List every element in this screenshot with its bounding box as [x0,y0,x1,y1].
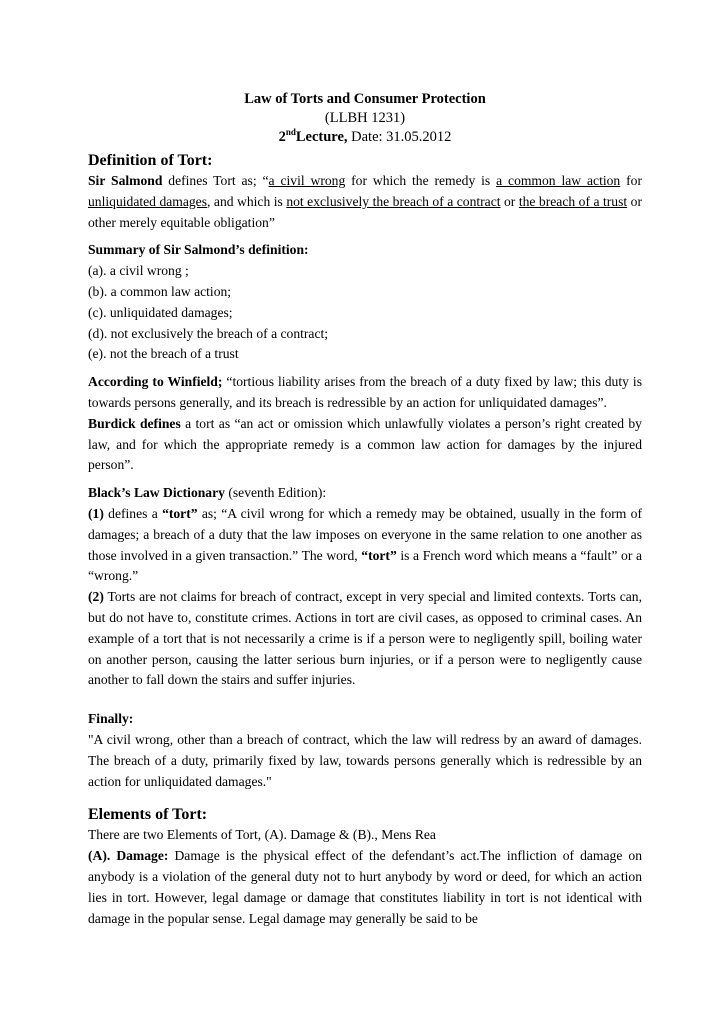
damage-paragraph [88,846,642,929]
salmond-text-6: or other merely equitable obligation” [88,193,642,230]
salmond-text-1: defines Tort as; “ [162,173,269,188]
lecture-number: 2 [278,129,286,145]
blacks-name: Black’s Law Dictionary [88,485,225,501]
salmond-text-5: or [500,193,519,209]
summary-list [88,261,642,365]
finally-heading-text: Finally: [88,711,134,727]
salmond-underline-5: the breach of a trust [518,193,628,209]
blacks-p2-number: (2) [88,589,104,605]
list-item: (e). not the breach of a trust [88,346,239,362]
salmond-underline-3: unliquidated damages [88,193,208,209]
list-item: (d). not exclusively the breach of a contract; [88,325,329,341]
winfield-name: According to Winfield; [88,374,223,390]
lecture-word: Lecture, [295,129,348,145]
spacer [88,365,642,372]
list-item: (a). a civil wrong ; [88,263,189,279]
document-body [88,90,642,929]
blacks-p1-number: (1) [88,505,104,521]
course-code: (LLBH 1231) [324,110,406,126]
burdick-text: a tort as “an act or omission which unlawfully violates a person’s right created by law, and for which the appropriate remedy is a common law action for damages by the injured person”. [88,415,642,473]
blacks-heading [88,483,642,504]
document-title: Law of Torts and Consumer Protection [244,91,486,107]
blacks-p1-text-a: defines a [103,505,163,521]
blacks-p1-tort-2: “tort” [361,547,397,563]
blacks-p2-text: Torts are not claims for breach of contract, except in very special and limited contexts. Torts can, but do not have to, constitute crimes. Actions in tort are civil cases, as opposed to criminal cases. An example of a tort that is not necessarily a crime is if a person were to negligently spill, boiling water on another person, causing the latter serious burn injuries, or if a person were to negligently cause another to fall down the stairs and suffer injuries. [88,589,642,688]
winfield-text: “tortious liability arises from the breach of a duty fixed by law; this duty is towards persons generally, and its breach is redressible by an action for unliquidated damages”. [88,374,642,410]
elements-heading: Elements of Tort: [88,806,208,824]
summary-heading-text: Summary of Sir Salmond’s definition: [88,242,309,258]
salmond-underline-1: a civil wrong [268,173,346,188]
spacer [88,233,642,240]
salmond-text-3: for [620,173,642,188]
blacks-p1-text-c: is a French word which means a “fault” or a “wrong.” [88,547,642,584]
salmond-underline-4: not exclusively the breach of a contract [286,193,501,209]
salmond-text-2: for which the remedy is [345,173,497,188]
salmond-paragraph [88,171,642,233]
spacer [88,476,642,483]
summary-heading [88,240,642,261]
spacer [88,792,642,805]
blacks-paragraph-2 [88,587,642,691]
blacks-p1-tort: “tort” [162,505,198,521]
salmond-text-4: , and which is [207,193,287,209]
salmond-underline-2: a common law action [496,173,621,188]
spacer [88,691,642,709]
list-item: (c). unliquidated damages; [88,304,233,320]
blacks-paragraph-1 [88,504,642,587]
burdick-name: Burdick defines [88,415,181,431]
lecture-date: Date: 31.05.2012 [347,129,452,145]
damage-text: Damage is the physical effect of the defendant’s act.The infliction of damage on anybody is a violation of the general duty not to hurt anybody by word or deed, for which an action lies in tort. However, legal damage or damage that constitutes liability in tort is not identical with damage in the popular sense. Legal damage may generally be said to be [88,848,642,926]
lecture-line [88,128,642,147]
finally-heading [88,709,642,730]
winfield-paragraph [88,372,642,414]
definition-heading: Definition of Tort: [88,152,213,169]
lecture-label [279,129,348,145]
elements-intro: There are two Elements of Tort, (A). Damage & (B)., Mens Rea [88,827,436,843]
salmond-name: Sir Salmond [88,173,163,188]
damage-label: (A). Damage: [88,848,169,864]
lecture-suffix: nd [285,127,296,137]
finally-paragraph: "A civil wrong, other than a breach of contract, which the law will redress by an award of damages. The breach of a duty, primarily fixed by law, towards persons generally which is redressible by an action for unliquidated damages." [88,731,642,789]
list-item: (b). a common law action; [88,283,232,299]
blacks-p1-text-b: as; “A civil wrong for which a remedy may be obtained, usually in the form of damages; a breach of a duty that the law imposes on everyone in the same relation to one another as those involved in a given transaction.” The word, [88,505,642,563]
burdick-paragraph [88,414,642,476]
blacks-edition: (seventh Edition): [224,485,327,501]
